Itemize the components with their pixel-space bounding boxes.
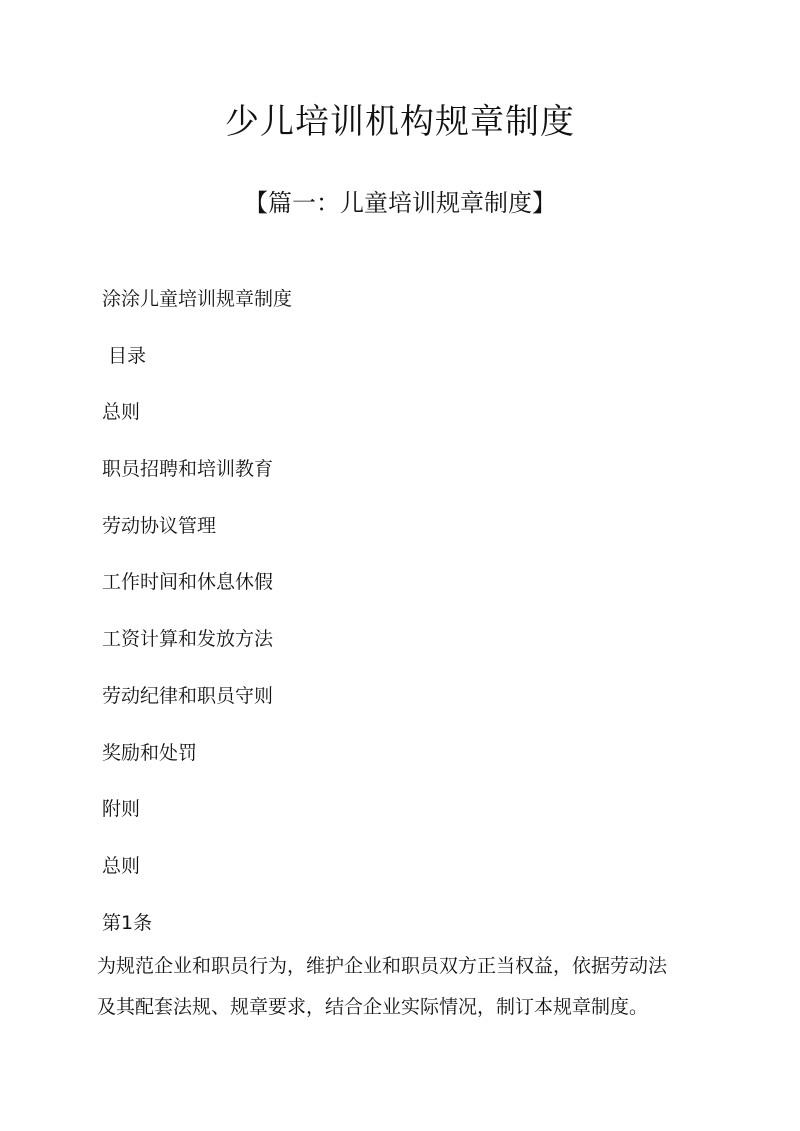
toc-item: 附则 [102, 798, 141, 820]
chapter-heading: 总则 [102, 855, 141, 877]
toc-item: 总则 [102, 401, 141, 423]
article-label: 第1条 [102, 912, 153, 934]
article-paragraph-line: 为规范企业和职员行为，维护企业和职员双方正当权益，依据劳动法 [97, 955, 668, 977]
document-title: 少儿培训机构规章制度 [225, 102, 575, 142]
toc-heading: 目录 [108, 345, 147, 367]
toc-item: 劳动纪律和职员守则 [102, 685, 274, 707]
toc-item: 工作时间和休息休假 [102, 571, 274, 593]
toc-item: 职员招聘和培训教育 [102, 458, 274, 480]
toc-item: 工资计算和发放方法 [102, 628, 274, 650]
section-heading: 涂涂儿童培训规章制度 [102, 288, 293, 310]
document-subtitle: 【篇一：儿童培训规章制度】 [244, 189, 556, 217]
toc-item: 劳动协议管理 [102, 515, 217, 537]
article-paragraph-line: 及其配套法规、规章要求，结合企业实际情况，制订本规章制度。 [97, 996, 649, 1018]
toc-item: 奖励和处罚 [102, 742, 198, 764]
